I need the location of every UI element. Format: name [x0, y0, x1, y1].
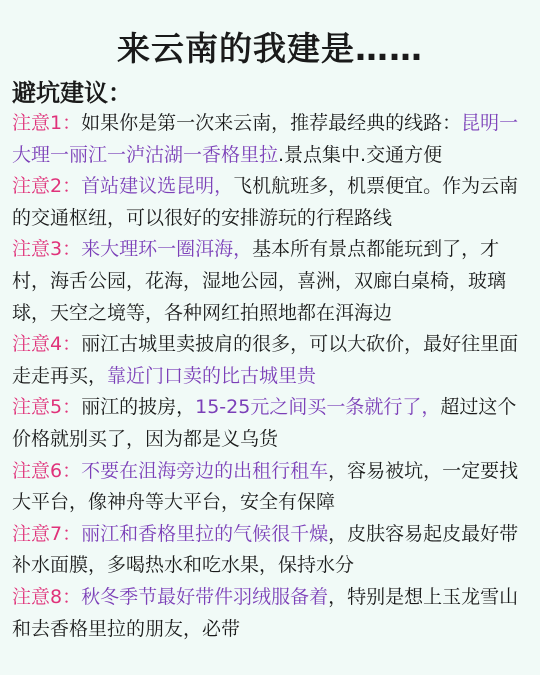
page-title: 来云南的我建是……	[117, 29, 423, 68]
section-heading: 避坑建议：	[12, 79, 132, 107]
tip-text: 丽江古城里卖披肩的很多，可以大砍价，最好往里面走走再买，	[12, 333, 519, 387]
tip-highlight: 昆明一大理一丽江一泸沽湖一香格里拉	[12, 112, 519, 166]
tip-2	[12, 171, 528, 234]
tip-text: 飞机航班多，机票便宜。作为云南的交通枢纽，可以很好的安排游玩的行程路线	[12, 175, 519, 229]
tip-label: 注意3：	[12, 238, 82, 261]
tip-text: 丽江的披房，	[81, 396, 196, 419]
tip-label: 注意8：	[12, 585, 82, 608]
tip-label: 注意6：	[12, 459, 82, 482]
tip-4	[12, 329, 528, 392]
tip-7	[12, 519, 528, 582]
tip-8	[12, 582, 528, 645]
tip-3	[12, 234, 528, 329]
tip-label: 注意1：	[12, 112, 82, 134]
tip-label: 注意7：	[12, 522, 82, 545]
tip-text: ，皮肤容易起皮最好带补水面膜，多喝热水和吃水果，保持水分	[12, 522, 519, 577]
tip-text: ，特别是想上玉龙雪山和去香格里拉的朋友，必带	[12, 585, 519, 640]
tip-highlight: 靠近门口卖的比古城里贵	[107, 364, 317, 387]
tip-1	[12, 108, 528, 171]
tip-label: 注意2：	[12, 175, 82, 198]
tip-label: 注意5：	[12, 396, 82, 419]
tip-label: 注意4：	[12, 333, 82, 356]
tip-text: .景点集中.交通方便	[278, 143, 443, 166]
tip-highlight: 秋冬季节最好带件羽绒服备着	[81, 585, 329, 608]
tip-text: 基本所有景点都能玩到了，才村，海舌公园，花海，湿地公园，喜洲，双廊白桌椅，玻璃球，天空之境等，各种网红拍照地都在洱海边	[12, 238, 507, 324]
tip-highlight: 丽江和香格里拉的气候很千燥	[81, 522, 329, 545]
tip-highlight: 不要在沮海旁边的出租行租车	[81, 459, 329, 482]
tip-highlight: 首站建议选昆明，	[81, 175, 234, 198]
tip-highlight: 15-25元之间买一条就行了，	[195, 396, 441, 419]
tip-text: ，容易被坑，一定要找大平台，像神舟等大平台，安全有保障	[12, 459, 519, 514]
tip-highlight: 来大理环一圈洱海，	[81, 238, 253, 261]
tip-text: 超过这个价格就别买了，因为都是义乌货	[12, 396, 517, 450]
tip-text: 如果你是第一次来云南，推荐最经典的线路：	[81, 112, 462, 134]
tip-5	[12, 392, 528, 455]
tip-6	[12, 456, 528, 519]
